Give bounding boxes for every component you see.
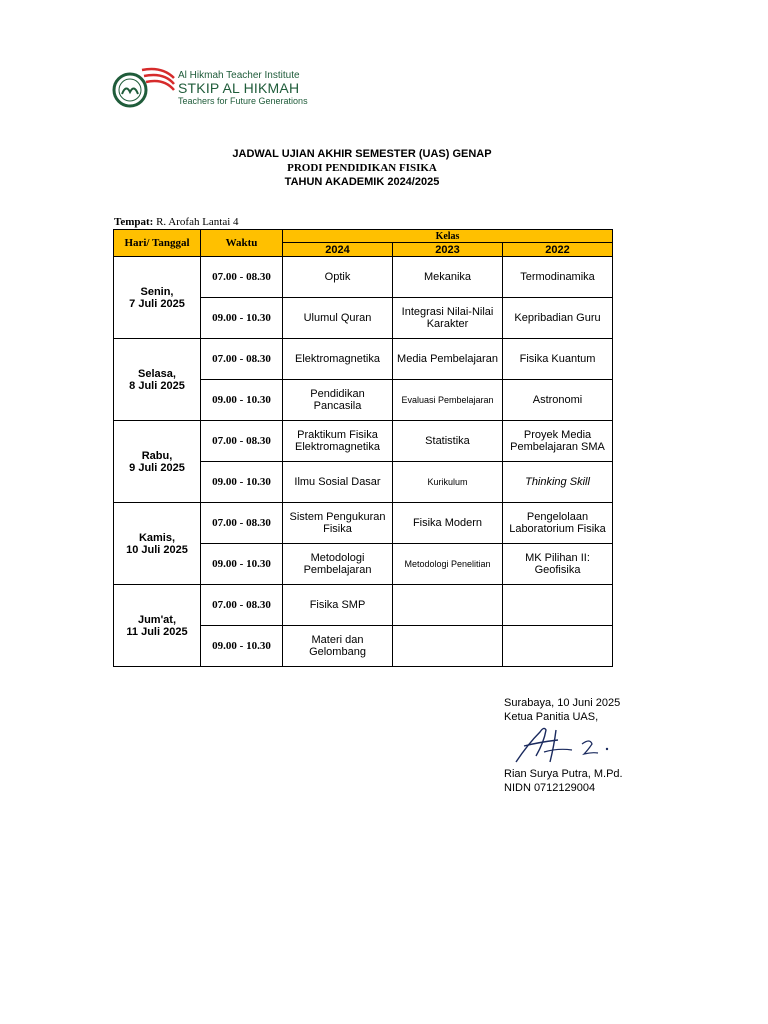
course-cell: Fisika Modern (393, 503, 503, 544)
day-name: Selasa, (138, 367, 176, 380)
course-cell: Ilmu Sosial Dasar (283, 462, 393, 503)
course-cell: Pendidikan Pancasila (283, 380, 393, 421)
institute-name: Al Hikmah Teacher Institute (178, 70, 300, 81)
col-header-year-2024: 2024 (283, 243, 393, 257)
course-cell: Fisika SMP (283, 585, 393, 626)
signer-role: Ketua Panitia UAS, (504, 711, 599, 723)
day-cell (114, 585, 201, 667)
table-row (114, 585, 613, 626)
place-date: Surabaya, 10 Juni 2025 (504, 697, 621, 709)
table-row (114, 257, 613, 298)
course-cell: Termodinamika (503, 257, 613, 298)
time-cell: 09.00 - 10.30 (201, 626, 283, 667)
course-cell: Kurikulum (393, 462, 503, 503)
day-date: 7 Juli 2025 (129, 297, 185, 310)
signer-name: Rian Surya Putra, M.Pd. (504, 768, 623, 780)
course-cell: MK Pilihan II: Geofisika (503, 544, 613, 585)
time-cell: 07.00 - 08.30 (201, 585, 283, 626)
course-cell: Optik (283, 257, 393, 298)
logo-text (178, 70, 308, 106)
day-cell (114, 339, 201, 421)
course-cell: Mekanika (393, 257, 503, 298)
day-name: Kamis, (138, 531, 176, 544)
day-cell (114, 421, 201, 503)
course-cell: Integrasi Nilai-Nilai Karakter (393, 298, 503, 339)
day-date: 8 Juli 2025 (129, 379, 185, 392)
course-cell: Media Pembelajaran (393, 339, 503, 380)
course-cell: Statistika (393, 421, 503, 462)
time-cell: 07.00 - 08.30 (201, 339, 283, 380)
course-cell: Astronomi (503, 380, 613, 421)
time-cell: 09.00 - 10.30 (201, 380, 283, 421)
course-cell: Metodologi Penelitian (393, 544, 503, 585)
day-date: 10 Juli 2025 (126, 543, 188, 556)
course-cell (393, 585, 503, 626)
course-cell: Fisika Kuantum (503, 339, 613, 380)
course-cell: Ulumul Quran (283, 298, 393, 339)
col-header-class: Kelas (283, 230, 613, 243)
col-header-year-2023: 2023 (393, 243, 503, 257)
course-cell: Kepribadian Guru (503, 298, 613, 339)
table-row (114, 421, 613, 462)
course-cell: Proyek Media Pembelajaran SMA (503, 421, 613, 462)
col-header-year-2022: 2022 (503, 243, 613, 257)
title-line-3: TAHUN AKADEMIK 2024/2025 (284, 176, 440, 188)
day-cell (114, 503, 201, 585)
title-line-1: JADWAL UJIAN AKHIR SEMESTER (UAS) GENAP (232, 148, 492, 160)
course-cell: Praktikum Fisika Elektromagnetika (283, 421, 393, 462)
col-header-time: Waktu (201, 230, 283, 257)
place-label: Tempat: (114, 216, 154, 228)
col-header-day: Hari/ Tanggal (114, 230, 201, 257)
exam-place (114, 216, 239, 228)
day-name: Jum'at, (137, 613, 177, 626)
college-name: STKIP AL HIKMAH (178, 80, 300, 96)
time-cell: 07.00 - 08.30 (201, 503, 283, 544)
day-date: 11 Juli 2025 (126, 625, 188, 638)
course-cell (503, 626, 613, 667)
title-line-2: PRODI PENDIDIKAN FISIKA (287, 162, 437, 174)
table-row (114, 503, 613, 544)
exam-schedule-table (113, 229, 613, 667)
course-cell (503, 585, 613, 626)
course-cell: Sistem Pengukuran Fisika (283, 503, 393, 544)
course-cell: Thinking Skill (503, 462, 613, 503)
place-value: R. Arofah Lantai 4 (156, 216, 239, 228)
tagline: Teachers for Future Generations (178, 96, 308, 106)
course-cell: Pengelolaan Laboratorium Fisika (503, 503, 613, 544)
handwritten-signature (510, 722, 620, 768)
course-cell (393, 626, 503, 667)
time-cell: 07.00 - 08.30 (201, 257, 283, 298)
course-cell: Evaluasi Pembelajaran (393, 380, 503, 421)
course-cell: Materi dan Gelombang (283, 626, 393, 667)
time-cell: 09.00 - 10.30 (201, 544, 283, 585)
signer-nidn: NIDN 0712129004 (504, 782, 596, 794)
day-name: Senin, (140, 285, 174, 298)
course-cell: Metodologi Pembelajaran (283, 544, 393, 585)
time-cell: 09.00 - 10.30 (201, 462, 283, 503)
time-cell: 07.00 - 08.30 (201, 421, 283, 462)
day-date: 9 Juli 2025 (129, 461, 185, 474)
course-cell: Elektromagnetika (283, 339, 393, 380)
table-row (114, 339, 613, 380)
day-cell (114, 257, 201, 339)
day-name: Rabu, (141, 449, 173, 462)
time-cell: 09.00 - 10.30 (201, 298, 283, 339)
